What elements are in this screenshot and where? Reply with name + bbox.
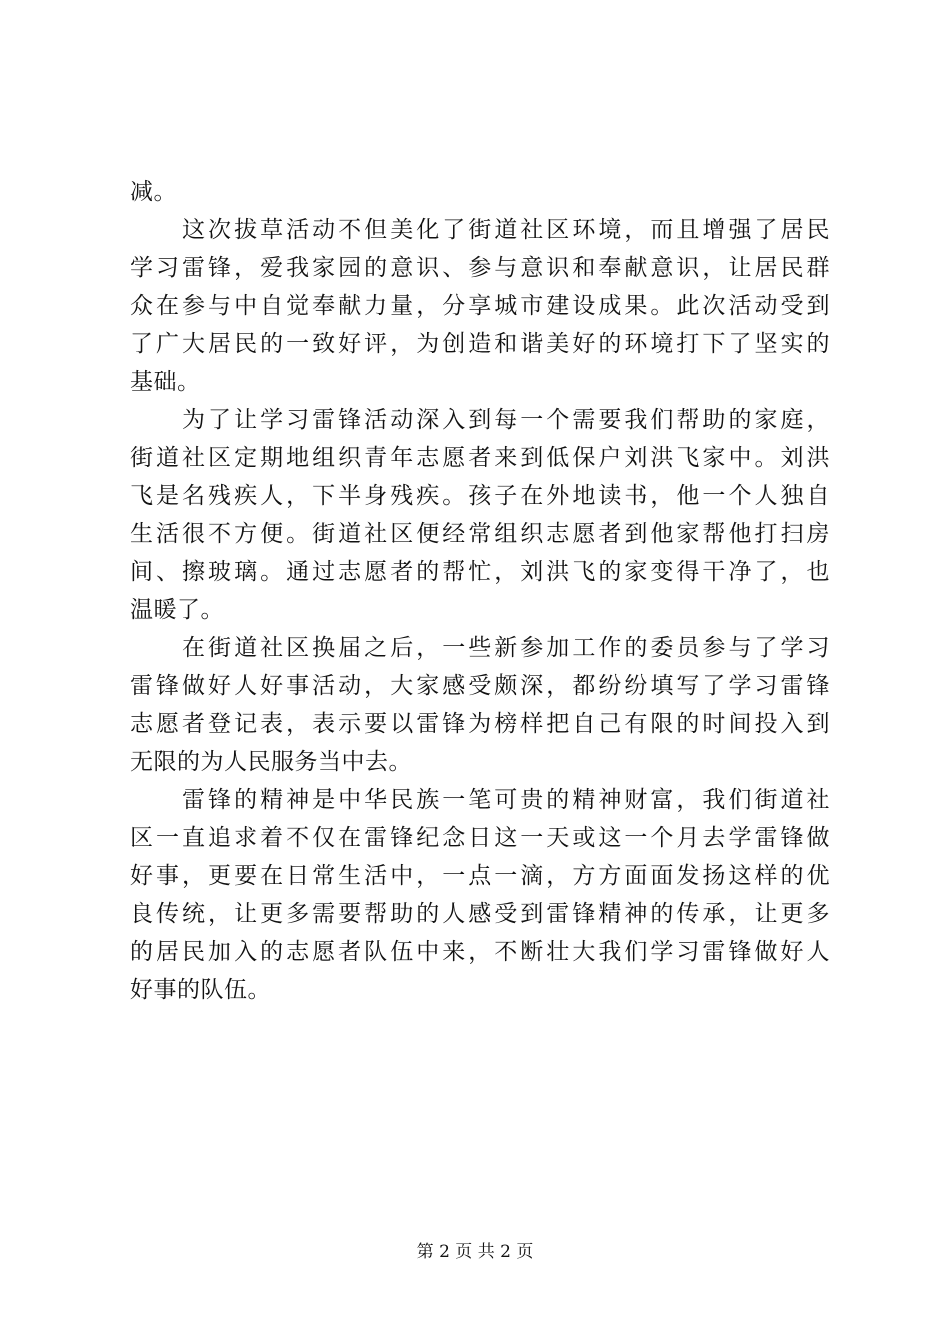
text-line: 温暖了。	[130, 597, 224, 623]
text-line: 雷锋的精神是中华民族一笔可贵的精神财富，我们街道社	[130, 787, 830, 813]
text-line: 基础。	[130, 369, 201, 395]
text-line: 雷锋做好人好事活动，大家感受颇深，都纷纷填写了学习雷锋	[130, 673, 830, 699]
text-line: 众在参与中自觉奉献力量，分享城市建设成果。此次活动受到	[130, 293, 830, 319]
text-line: 好事，更要在日常生活中，一点一滴，方方面面发扬这样的优	[130, 863, 830, 889]
text-line: 志愿者登记表，表示要以雷锋为榜样把自己有限的时间投入到	[130, 711, 830, 737]
text-line: 街道社区定期地组织青年志愿者来到低保户刘洪飞家中。刘洪	[130, 445, 830, 471]
text-line: 减。	[130, 179, 177, 205]
page-footer: 第 2 页 共 2 页	[416, 1242, 534, 1262]
text-line: 为了让学习雷锋活动深入到每一个需要我们帮助的家庭，	[130, 407, 830, 433]
text-line: 学习雷锋，爱我家园的意识、参与意识和奉献意识，让居民群	[130, 255, 830, 281]
text-line: 的居民加入的志愿者队伍中来，不断壮大我们学习雷锋做好人	[130, 939, 830, 965]
text-line: 间、擦玻璃。通过志愿者的帮忙，刘洪飞的家变得干净了，也	[130, 559, 830, 585]
text-line: 生活很不方便。街道社区便经常组织志愿者到他家帮他打扫房	[130, 521, 830, 547]
text-line: 飞是名残疾人，下半身残疾。孩子在外地读书，他一个人独自	[130, 483, 830, 509]
text-line: 良传统，让更多需要帮助的人感受到雷锋精神的传承，让更多	[130, 901, 830, 927]
text-line: 了广大居民的一致好评，为创造和谐美好的环境打下了坚实的	[130, 331, 830, 357]
text-line: 区一直追求着不仅在雷锋纪念日这一天或这一个月去学雷锋做	[130, 825, 830, 851]
document-body	[130, 173, 830, 1009]
text-line: 无限的为人民服务当中去。	[130, 749, 412, 775]
text-line: 好事的队伍。	[130, 977, 271, 1003]
text-line: 在街道社区换届之后，一些新参加工作的委员参与了学习	[130, 635, 830, 661]
text-line: 这次拔草活动不但美化了街道社区环境，而且增强了居民	[130, 217, 830, 243]
